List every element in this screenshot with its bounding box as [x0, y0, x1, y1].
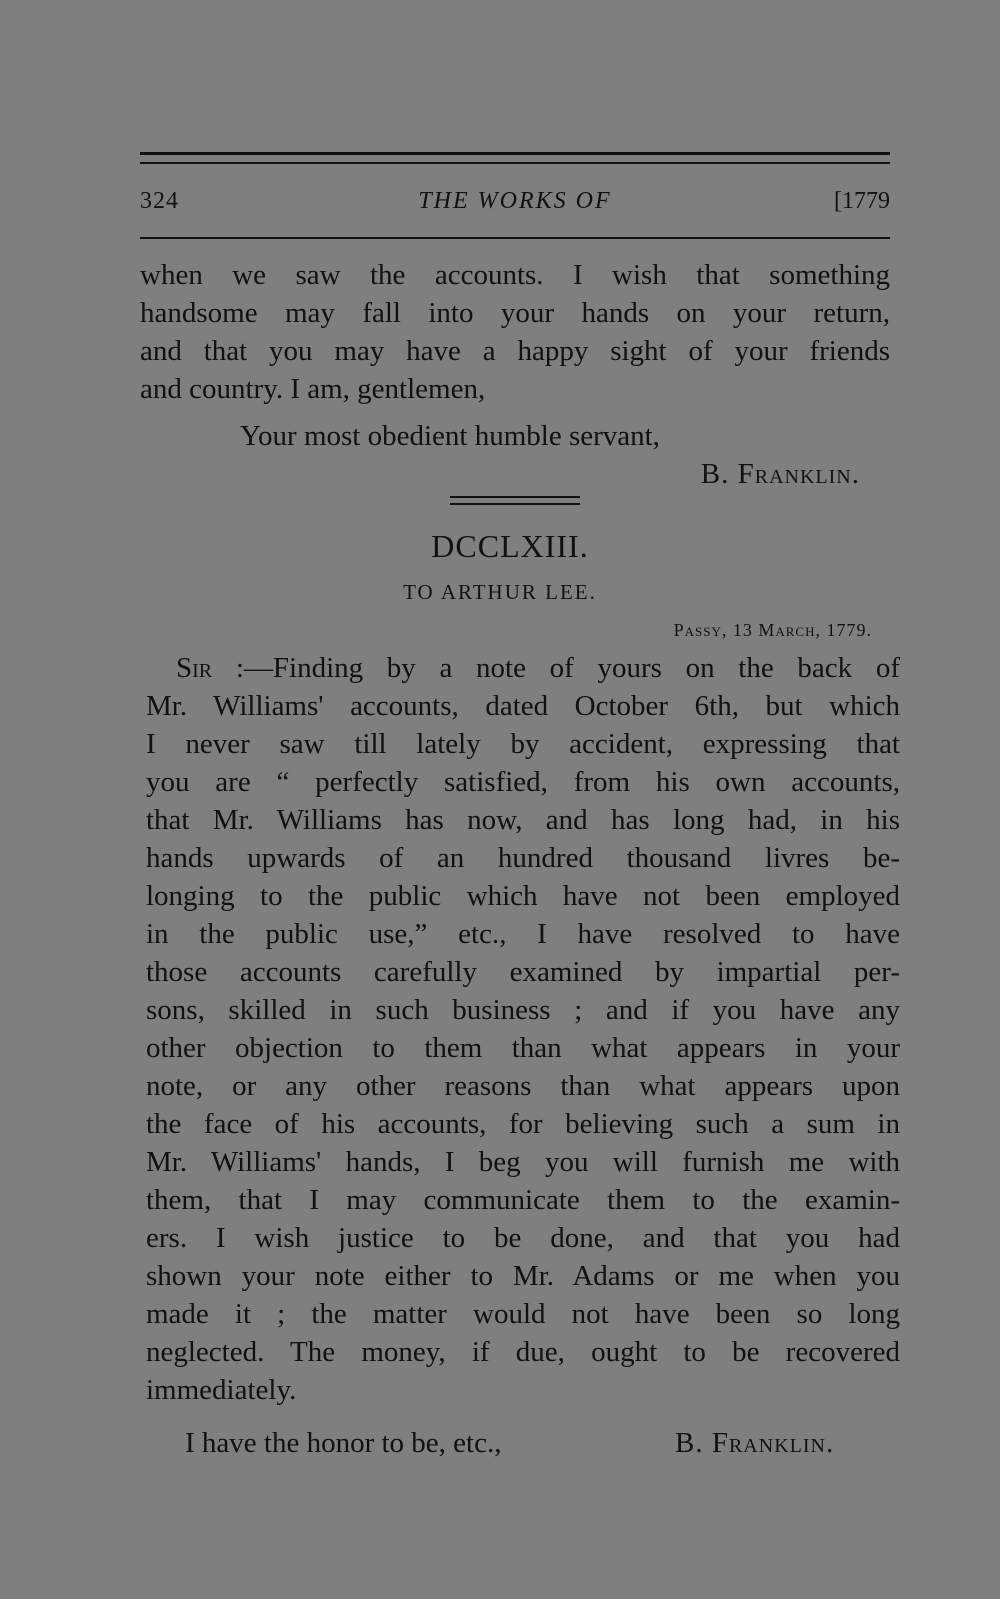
section-separator-upper — [450, 496, 580, 498]
text-line: immediately. — [146, 1374, 297, 1406]
text-line: note, or any other reasons than what appears upon — [146, 1070, 900, 1102]
text-line: you are “ perfectly satisfied, from his own accounts, — [146, 766, 900, 798]
text-line: hands upwards of an hundred thousand livres be- — [146, 842, 900, 874]
closing-line: Your most obedient humble servant, — [240, 420, 660, 452]
section-separator-lower — [450, 503, 580, 505]
text-line: and country. I am, gentlemen, — [140, 373, 486, 405]
top-double-rule-lower — [140, 162, 890, 164]
running-title: THE WORKS OF — [418, 188, 612, 214]
running-year: [1779 — [834, 188, 890, 214]
text-line: ers. I wish justice to be done, and that you had — [146, 1222, 900, 1254]
text-line: shown your note either to Mr. Adams or me when you — [146, 1260, 900, 1292]
letter-recipient: TO ARTHUR LEE. — [403, 580, 597, 604]
closing-line: I have the honor to be, etc., — [185, 1427, 502, 1459]
text-line-first — [176, 649, 900, 687]
text-line: handsome may fall into your hands on your return, — [140, 297, 890, 329]
letter-number: DCCLXIII. — [431, 528, 589, 564]
text-span: :—Finding by a note of yours on the back of — [212, 652, 900, 684]
text-line: made it ; the matter would not have been so long — [146, 1298, 900, 1330]
text-line: other objection to them than what appears in your — [146, 1032, 900, 1064]
text-line: longing to the public which have not been employed — [146, 880, 900, 912]
text-line: in the public use,” etc., I have resolved to have — [146, 918, 900, 950]
text-line: that Mr. Williams has now, and has long had, in his — [146, 804, 900, 836]
text-line: those accounts carefully examined by impartial per- — [146, 956, 900, 988]
page-number: 324 — [140, 188, 179, 214]
signature: B. Franklin. — [675, 1427, 835, 1459]
signature: B. Franklin. — [700, 458, 860, 490]
text-line: Mr. Williams' accounts, dated October 6th, but which — [146, 690, 900, 722]
text-line: sons, skilled in such business ; and if you have any — [146, 994, 900, 1026]
text-line: them, that I may communicate them to the examin- — [146, 1184, 900, 1216]
text-line: neglected. The money, if due, ought to be recovered — [146, 1336, 900, 1368]
text-line: I never saw till lately by accident, expressing that — [146, 728, 900, 760]
text-line: and that you may have a happy sight of your friends — [140, 335, 890, 367]
text-line: when we saw the accounts. I wish that something — [140, 259, 890, 291]
running-head — [140, 188, 890, 220]
top-double-rule-upper — [140, 152, 890, 155]
text-line: Mr. Williams' hands, I beg you will furnish me with — [146, 1146, 900, 1178]
header-rule — [140, 237, 890, 239]
text-line: the face of his accounts, for believing such a sum in — [146, 1108, 900, 1140]
salutation: Sir — [176, 652, 213, 684]
letter-dateline: Passy, 13 March, 1779. — [673, 620, 872, 640]
